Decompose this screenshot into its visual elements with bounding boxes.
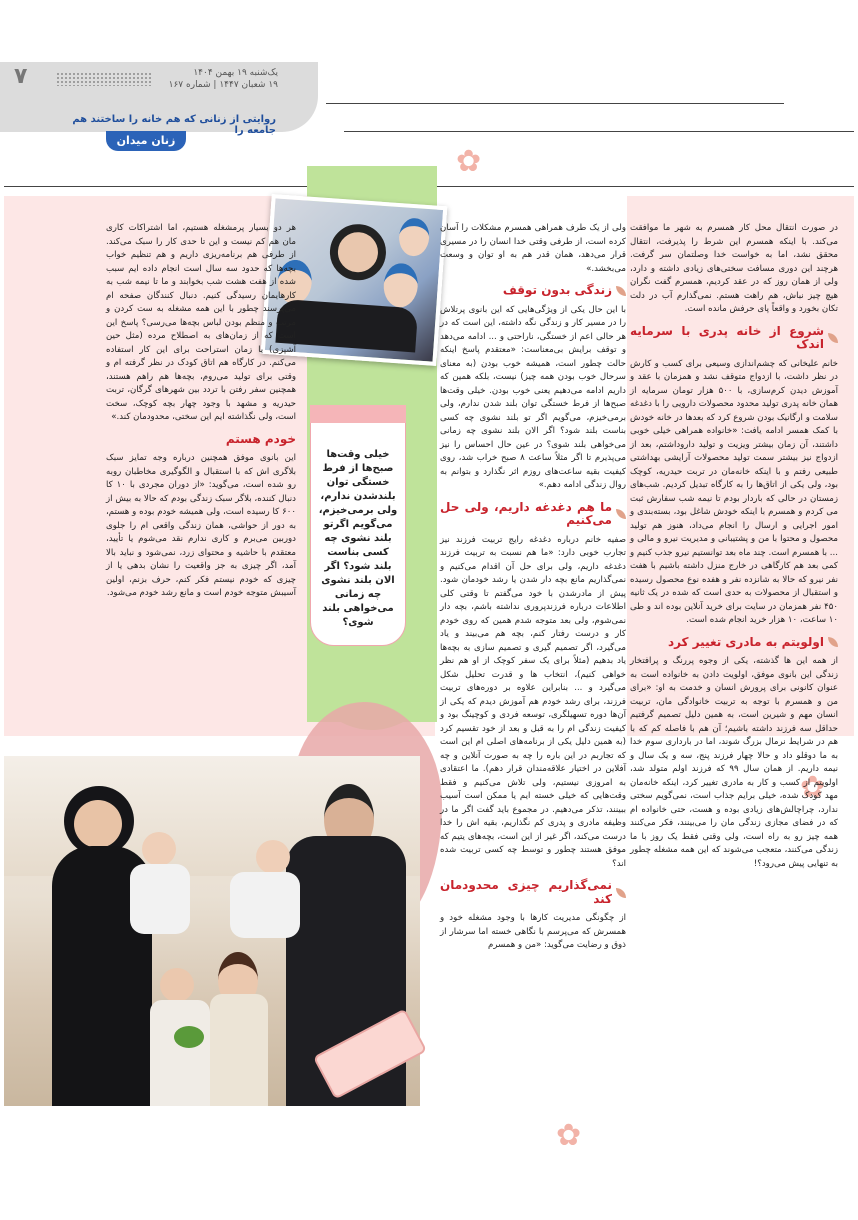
paragraph: ولی از یک طرف همراهی همسرم مشکلات را آسان کرده است، از طرفی وقتی خدا انسان را در مسیری قرار می‌دهد، همان قدر هم به او توان و وسعت می‌بخشد.» [440, 223, 626, 274]
column-mid-right [440, 222, 626, 957]
paragraph: از همه این ها گذشته، یکی از وجوه پررنگ و پرافتخار زندگی این بانوی موفق، اولویت دادن به خانواده است به عنوان کانونی برای پرورش انسان و خدمت به او: «برای من و همسرم با توجه به تربیت خانوادگی مان، تربیت انسان مهم و شیرین است، به همین دلیل تصمیم گرفتیم حداقل سه فرزند داشته باشیم؛ آن هم با فاصله کم که با هم در شرایط نرمال بزرگ شوند، اما در بارداری سوم خدا به ما دوقلو داد و حالا چهار فرزند پنج، سه و یک سال و نیمه داریم. از همان سال ۹۹ که فرزند اولم متولد شد، اولویتم از کسب و کار به مادری تغییر کرد، اینکه خانه‌مان مهد کودک شده، خیلی برایم جذاب است، نمی‌گویم سختی ندارد، چراچالش‌های زیادی بوده و هست، حتی خانواده ام که در فضای مجازی زندگی مان را می‌بینند، فکر می‌کنند همه چیز رو به راه است، ولی وقتی فقط یک روز با ما زندگی می‌کنند، متعجب می‌شوند که این همه مشغله چطور به تنهایی پیش می‌رود؟! [630, 656, 838, 869]
leaf-icon [616, 888, 626, 898]
section-label: زنان میدان [106, 131, 186, 151]
subheading: نمی‌گذاریم چیزی محدودمان کند [440, 879, 626, 906]
paragraph: با این حال یکی از ویژگی‌هایی که این بانوی پرتلاش را در مسیر کار و زندگی نگه داشته، این است که در هر حالی اعم از خستگی، ناراحتی و ... ادامه می‌دهد و توقف برایش بی‌معناست: «معتقدم پاسخ اینکه حالت چطور است، همیشه خوب بودن (به معنای سرحال خوب بودن همه چیز) نیست، بلکه همین که داریم ادامه می‌دهیم یعنی خوب بودن. خیلی وقت‌ها صبح‌ها از فرط خستگی توان بلند شدن ندارم، ولی برمی‌خیزم، می‌گویم اگر تو بلند نشوی چه کسی بناست بلند شود؟ اگر الان بلند نشوی چه زمانی می‌خواهی بلند شوی؟ در عین حال احساس را نیز می‌پذیرم تا اگر مثلاً ساعت ۸ صبح خراب شد، روی کیفیت بقیه ساعت‌های روزم اثر نگذارد و بتوانم به روال زندگی ادامه دهم.» [440, 304, 626, 490]
paragraph: صفیه خانم درباره دغدغه رایج تربیت فرزند نیز تجارب خوبی دارد: «ما هم نسبت به تربیت فرزند دغدغه داریم، ولی برای حل آن اقدام می‌کنیم و نمی‌گذاریم مانع بچه دار شدن یا رشد خودمان شود. پیش از مادرشدن با خود می‌گفتم تا وقتی کلی اطلاعات درباره فرزندپروری نداشته باشم، بچه دار نمی‌شوم، ولی بعد متوجه شدم همین که روی خودم کار و درست رفتار کنم، بچه هم می‌بیند و یاد می‌گیرد، اگر تصمیم گیری و تصمیم سازی به بچه‌ها یاد بدهیم (مثلاً برای یک سفر کوچک از او هم نظر خواهی کنیم)، انتخاب ها و قدرت تحلیل شکل می‌گیرد و ... بنابراین علاوه بر دوره‌های تربیت فرزند، برای رشد خودم هم آموزش دیدم که یکی از آن‌ها دوره تسهیلگری، توسعه فردی و کوچینگ بود و کیفیت زندگی ام را به قبل و بعد از خود تقسیم کرد (به همین دلیل یکی از برنامه‌های اصلی ام این است که تجاربم در این باره را چه به صورت آنلاین و چه آفلاین در اختیار علاقه‌مندان قرار دهم). ما اعتقادی به امروزی نیستیم، ولی تلاش می‌کنیم و فقط وقت‌هایی که خیلی خسته ایم یا ممکن است آسیب ببینند، تذکر می‌دهیم. در مجموع باید گفت اگر ما در وظیفه مادری و پدری کم نگذاریم، بقیه اش را خدا درست می‌کند، اگر غیر از این است، بچه‌های یتیم که موفق هستند چطور و توسط چه کسی تربیت شده اند؟ [440, 534, 626, 869]
subheading: زندگی بدون توقف [440, 284, 626, 298]
paragraph: از چگونگی مدیریت کارها با وجود مشغله خود و همسرش که می‌پرسم با نگاهی خسته اما سرشار از ذوق و رضایت می‌گوید: «من و همسرم [440, 913, 626, 950]
paragraph: این بانوی موفق همچنین درباره وجه تمایز سبک بلاگری اش که با استقبال و الگوگیری مخاطبان روبه رو شده است، می‌گوید: «از دوران مجردی با ۱۰ کا دنبال کننده، بلاگر سبک زندگی بودم که حالا به بیش از ۶۰۰ کا رسیده است، ولی همیشه خودم بوده و هستم، به دور از حواشی، همان زندگی واقعی ام را جلوی دوربین می‌برم و کاری ندارم نقد می‌شوم یا تأیید، معتقدم با حاشیه و محتوای زرد، نمی‌شود و نباید بالا آمد، اگر چیزی به جز واقعیت را نشان بدهی یا از چیزی که خودم نیستم فکر کنم، حرف بزنم، اولین آسیبش متوجه خودم است و مانع رشد خودم می‌شود. [106, 453, 296, 598]
subheading: شروع از خانه پدری با سرمایه اندک [630, 325, 838, 352]
subheading: ما هم دغدغه داریم، ولی حل می‌کنیم [440, 501, 626, 528]
column-left [106, 222, 296, 605]
header-dots [56, 72, 152, 86]
issue-date: یک‌شنبه ۱۹ بهمن ۱۴۰۴ [193, 68, 278, 78]
subheading: اولویتم به مادری تغییر کرد [630, 636, 838, 650]
leaf-icon [828, 333, 838, 343]
header-rule-2 [344, 131, 854, 132]
paragraph: هر دو بسیار پرمشغله هستیم، اما اشتراکات کاری مان هم کم نیست و این تا حدی کار را سبک می‌کند. از طرفی هم برنامه‌ریزی داریم و هم تنظیم خواب بچه‌ها که حدود سه سال است انجام داده ایم سبب شده از هفت هشت شب بخوابند و ما تا نیمه شب به کارهایمان رسیدگی کنیم. دنبال کنندگان صفحه ام می‌پرسند چطور با این همه مشغله به ست کردن و مرتب و منظم بودن لباس بچه‌ها می‌رسی؟ پاسخ این است که از زمان‌های به اصطلاح مرده (مثل حین آشپزی) یا زمان استراحت برای این کار استفاده می‌کنم. در کارگاه هم اتاق کودک در نظر گرفته ام و وقتی برای تولید می‌روم، بچه‌ها هم راهم هستند، همچنین سفر رفتن با تردد بین شهرهای گرگان، تربت حیدریه و مشهد با وجود چهار بچه کوچک، سخت است، ولی نگذاشته ایم این سختی، محدودمان کند.» [106, 223, 296, 422]
paragraph: در صورت انتقال محل کار همسرم به شهر ما موافقت می‌کند. با اینکه همسرم این شرط را پذیرفت، انتقال محقق نشد، اما به خواست خدا وصلتمان سر گرفت. هرچند این دوری مسافت سختی‌های زیادی داشته و دارد، ولی از همان روز که در عقد کردیم، همسرم گفت نگران هیچ چیز نباش، هم راهت هستم. نمی‌گذارم آب در دلت تکان بخورد و واقعاً پای حرفش مانده است. [630, 223, 838, 314]
leaf-icon [828, 637, 838, 647]
leaf-icon [616, 286, 626, 296]
page-number: ۷ [14, 64, 28, 89]
flower-decoration: ✿ [456, 144, 482, 179]
header-tagline: روایتی از زنانی که هم خانه را ساختند هم جامعه را [72, 114, 276, 136]
pull-quote-header [310, 405, 406, 423]
column-right [630, 222, 838, 875]
leaf-icon [616, 509, 626, 519]
pull-quote: خیلی وقت‌ها صبح‌ها از فرط خستگی توان بلندشدن ندارم، ولی برمی‌خیزم، می‌گویم اگرتو بلند نشوی چه کسی بناست بلند شود؟ اگر الان بلند نشوی چه زمانی می‌خواهی بلند شوی؟ [318, 449, 398, 628]
header-rule-1 [326, 103, 784, 104]
flower-decoration: ✿ [800, 770, 826, 805]
flower-decoration: ✿ [556, 1118, 582, 1153]
paragraph: خانم علیخانی که چشم‌اندازی وسیعی برای کسب و کارش در نظر داشت، با ازدواج متوقف نشد و همزمان با عقد و آموزش دیدن کرم‌سازی، با ۵۰۰ هزار تومان سرمایه از همان خانه پدری تولید محدود محصولات دارویی را با دغدغه سلامت و ارگانیک بودن شروع کرد که بعدها در خانه خودش با کمک همسر ادامه یافت: «خانواده همراهی خیلی خوبی داشتند، آن زمان بیشتر ویزیت و تولید داروداشتم، بعد از ازدواج نیز بیشتر سمت تولید محصولات آرایشی بهداشتی طبیعی رفتم و با اینکه خانه‌مان در تربت حیدریه، کوچک بود، ولی یکی از اتاق‌ها را به کارگاه تبدیل کردیم. شب‌های زمستان در حالی که باردار بودم تا نیمه شب سفارش ثبت می کردم و همسرم با اینکه خودش شاغل بود، بسته‌بندی و امور اجرایی و ارسال را انجام می‌داد، هنوز هم تولید محصول و محتوا با من و پشتیبانی و مدیریت نیرو و مالی و ... با همسرم است. چند ماه بعد توانستیم نیرو جذب کنیم و کمی بعد هم کارگاهی در خارج منزل داشته باشیم با هفت نفر نیرو که حالا به شانزده نفر و هفده نوع محصول رسیده و استقبال از محصولات به حدی است که شده در یک ثانیه ۴۵۰ نفر همزمان در سایت برای خرید آنلاین بوده اند و طی ۱۰ ساعت، ۱۰ هزار خرید انجام شده است. [630, 358, 838, 625]
subheading: خودم هستم [225, 431, 296, 446]
issue-number: ۱۹ شعبان ۱۴۴۷ | شماره ۱۶۷ [168, 80, 278, 90]
